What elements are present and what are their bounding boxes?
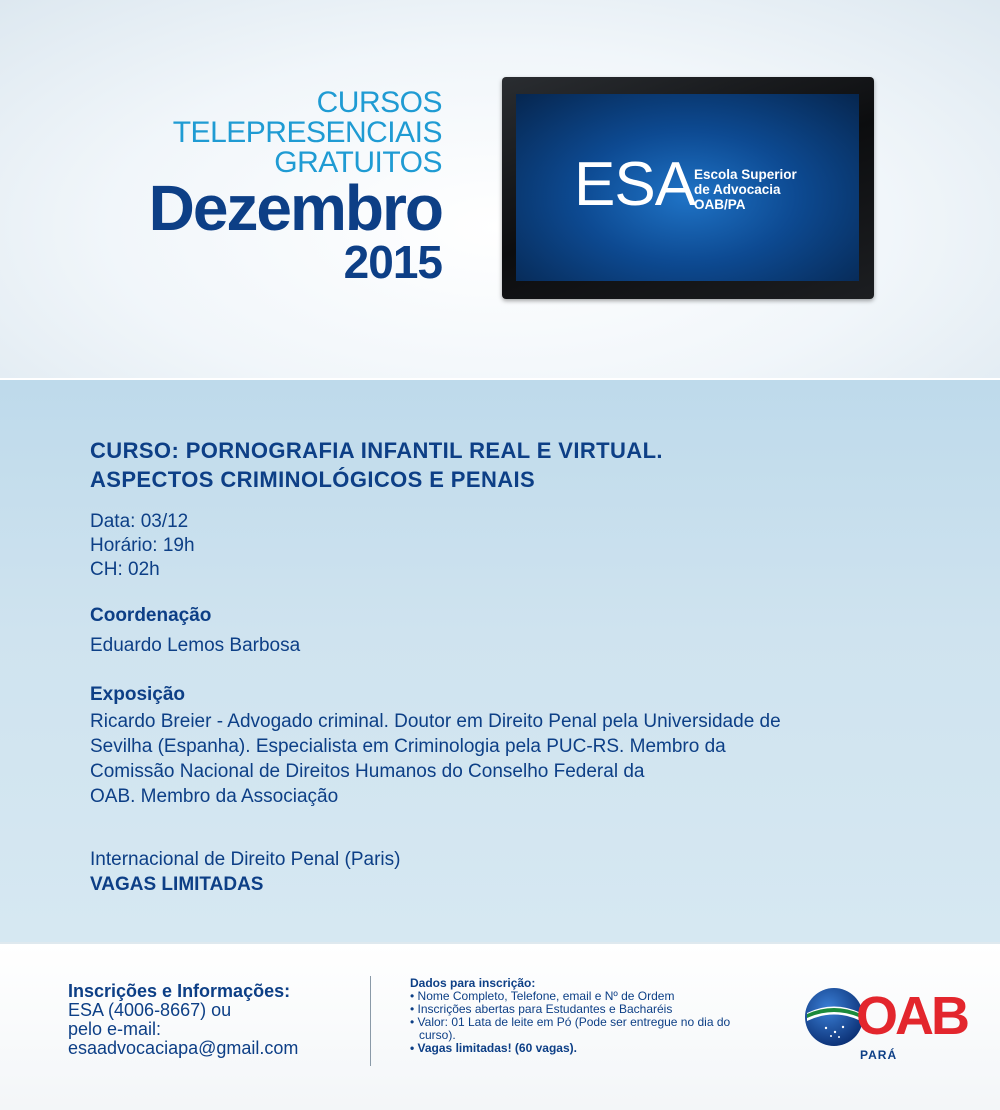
limited-spots: VAGAS LIMITADAS [90,874,264,895]
esa-logo-text: ESA [574,150,696,219]
registration-data-item-2: • Inscrições abertas para Estudantes e Bacharéis [410,1002,673,1016]
registration-info [68,982,298,1058]
title-line-3: GRATUITOS [274,146,442,179]
esa-name-line-3: OAB/PA [694,197,746,212]
course-date: Data: 03/12 [90,511,189,532]
year-title: 2015 [343,236,442,288]
esa-full-name [694,167,797,212]
registration-data-label: Dados para inscrição: [410,976,536,990]
oab-letters: OAB [856,986,967,1046]
month-title: Dezembro [148,172,442,244]
tv-monitor [502,77,874,299]
title-line-1: CURSOS [316,86,442,119]
coordinator-name: Eduardo Lemos Barbosa [90,635,301,656]
exposition-extra: Internacional de Direito Penal (Paris) [90,849,401,870]
registration-phone: ESA (4006-8667) ou [68,1000,232,1020]
course-hours: CH: 02h [90,559,160,580]
footer-divider [370,976,371,1066]
exposition-line-1: Ricardo Breier - Advogado criminal. Doutor em Direito Penal pela Universidade de [90,711,781,732]
exposition-block [90,682,781,809]
exposition-line-4: OAB. Membro da Associação [90,786,339,807]
oab-region: PARÁ [860,1048,898,1062]
registration-data-item-1: • Nome Completo, Telefone, email e Nº de Ordem [410,989,675,1003]
title-line-2: TELEPRESENCIAIS [172,116,442,149]
course-title [90,436,663,494]
esa-name-line-2: de Advocacia [694,182,781,197]
exposition-extra-block [90,847,401,897]
exposition-line-3: Comissão Nacional de Direitos Humanos do Conselho Federal da [90,761,645,782]
course-title-line-2: ASPECTOS CRIMINOLÓGICOS E PENAIS [90,467,536,492]
registration-email: esaadvocaciapa@gmail.com [68,1038,299,1058]
course-title-line-1: CURSO: PORNOGRAFIA INFANTIL REAL E VIRTUAL. [90,438,663,463]
registration-data-item-3: • Valor: 01 Lata de leite em Pó (Pode ser entregue no dia do curso). [410,1015,731,1042]
exposition-label: Exposição [90,684,186,705]
title-block [149,88,442,288]
registration-data-final: • Vagas limitadas! (60 vagas). [410,1041,577,1055]
registration-label: Inscrições e Informações: [68,981,291,1001]
registration-data [410,977,749,1055]
oab-logo [804,984,967,1074]
coordination-block [90,604,300,658]
schedule-info [90,510,195,582]
esa-name-line-1: Escola Superior [694,167,797,182]
registration-email-label: pelo e-mail: [68,1019,162,1039]
tv-screen [516,94,859,281]
coordination-label: Coordenação [90,605,212,626]
course-time: Horário: 19h [90,535,195,556]
exposition-line-2: Sevilha (Espanha). Especialista em Criminologia pela PUC-RS. Membro da [90,736,726,757]
